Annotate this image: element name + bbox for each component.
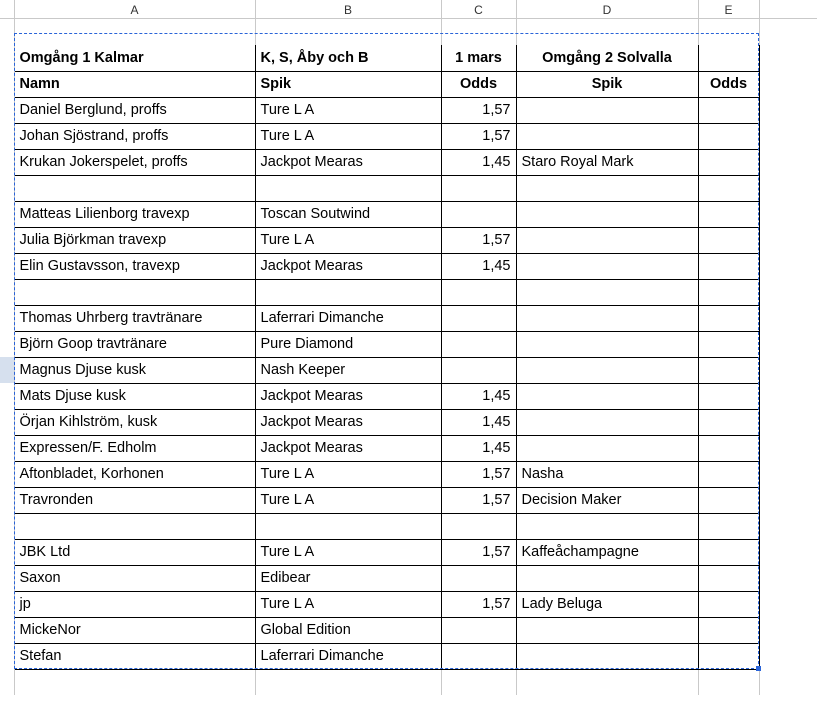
- cell-title-a[interactable]: Omgång 1 Kalmar: [14, 45, 255, 71]
- empty-cell[interactable]: [759, 513, 817, 539]
- cell-namn[interactable]: [14, 175, 255, 201]
- table-row: [0, 539, 817, 565]
- cell-title-c[interactable]: 1 mars: [441, 45, 516, 71]
- row-header[interactable]: [0, 253, 14, 279]
- table-row: [0, 435, 817, 461]
- cell-namn[interactable]: Johan Sjöstrand, proffs: [14, 123, 255, 149]
- cell-spik-2[interactable]: [516, 331, 698, 357]
- row-header[interactable]: [0, 279, 14, 305]
- empty-cell[interactable]: [759, 357, 817, 383]
- cell-namn[interactable]: MickeNor: [14, 617, 255, 643]
- empty-cell[interactable]: [759, 409, 817, 435]
- cell-odds-1[interactable]: 1,45: [441, 435, 516, 461]
- cell-namn[interactable]: Elin Gustavsson, travexp: [14, 253, 255, 279]
- empty-cell[interactable]: [441, 19, 516, 45]
- row-header[interactable]: [0, 539, 14, 565]
- row-header[interactable]: [0, 71, 14, 97]
- cell-namn[interactable]: Stefan: [14, 643, 255, 669]
- empty-cell[interactable]: [698, 669, 759, 695]
- cell-namn[interactable]: Expressen/F. Edholm: [14, 435, 255, 461]
- cell-spik-2[interactable]: Lady Beluga: [516, 591, 698, 617]
- row-header[interactable]: [0, 331, 14, 357]
- table-row: [0, 617, 817, 643]
- cell-spik-1[interactable]: Global Edition: [255, 617, 441, 643]
- cell-spik-1[interactable]: Ture L A: [255, 487, 441, 513]
- cell-odds-2[interactable]: [698, 253, 759, 279]
- cell-spik-2[interactable]: [516, 123, 698, 149]
- cell-odds-1[interactable]: 1,57: [441, 539, 516, 565]
- cell-odds-1[interactable]: [441, 201, 516, 227]
- spacer-row-bottom: [0, 669, 817, 695]
- cell-header-spik-2[interactable]: Spik: [516, 71, 698, 97]
- row-header[interactable]: [0, 201, 14, 227]
- cell-odds-1[interactable]: 1,57: [441, 123, 516, 149]
- empty-cell[interactable]: [759, 175, 817, 201]
- row-header[interactable]: [0, 149, 14, 175]
- cell-namn[interactable]: Örjan Kihlström, kusk: [14, 409, 255, 435]
- cell-spik-1[interactable]: Pure Diamond: [255, 331, 441, 357]
- cell-spik-1[interactable]: Toscan Soutwind: [255, 201, 441, 227]
- empty-cell[interactable]: [255, 669, 441, 695]
- table-row: [0, 487, 817, 513]
- cell-namn[interactable]: Thomas Uhrberg travtränare: [14, 305, 255, 331]
- cell-spik-1[interactable]: Ture L A: [255, 97, 441, 123]
- cell-odds-1[interactable]: [441, 279, 516, 305]
- cell-spik-1[interactable]: Jackpot Mearas: [255, 435, 441, 461]
- cell-title-b[interactable]: K, S, Åby och B: [255, 45, 441, 71]
- cell-spik-2[interactable]: Decision Maker: [516, 487, 698, 513]
- empty-cell[interactable]: [516, 669, 698, 695]
- cell-odds-1[interactable]: [441, 357, 516, 383]
- empty-cell[interactable]: [759, 19, 817, 45]
- cell-spik-2[interactable]: [516, 305, 698, 331]
- row-header[interactable]: [0, 305, 14, 331]
- table-row: [0, 123, 817, 149]
- table-row: [0, 357, 817, 383]
- cell-spik-1[interactable]: Nash Keeper: [255, 357, 441, 383]
- row-header[interactable]: [0, 357, 14, 383]
- cell-odds-1[interactable]: 1,45: [441, 383, 516, 409]
- empty-cell[interactable]: [759, 487, 817, 513]
- cell-odds-1[interactable]: [441, 331, 516, 357]
- cell-odds-2[interactable]: [698, 539, 759, 565]
- row-header-spacer[interactable]: [0, 19, 14, 45]
- cell-odds-2[interactable]: [698, 279, 759, 305]
- cell-title-e[interactable]: [698, 45, 759, 71]
- cell-spik-2[interactable]: [516, 227, 698, 253]
- empty-cell[interactable]: [759, 149, 817, 175]
- row-header[interactable]: [0, 643, 14, 669]
- empty-cell[interactable]: [759, 97, 817, 123]
- cell-namn[interactable]: Magnus Djuse kusk: [14, 357, 255, 383]
- cell-odds-2[interactable]: [698, 201, 759, 227]
- table-row: [0, 565, 817, 591]
- table-header-row: [0, 71, 817, 97]
- row-header[interactable]: [0, 617, 14, 643]
- table-row: [0, 149, 817, 175]
- cell-odds-1[interactable]: 1,45: [441, 409, 516, 435]
- cell-spik-2[interactable]: [516, 513, 698, 539]
- column-header-a[interactable]: A: [14, 0, 255, 19]
- spacer-row-top: [0, 19, 817, 45]
- cell-spik-2[interactable]: [516, 565, 698, 591]
- row-header-spacer[interactable]: [0, 669, 14, 695]
- cell-spik-2[interactable]: [516, 357, 698, 383]
- empty-cell[interactable]: [759, 123, 817, 149]
- empty-cell[interactable]: [759, 279, 817, 305]
- row-header[interactable]: [0, 175, 14, 201]
- empty-cell[interactable]: [255, 19, 441, 45]
- cell-odds-1[interactable]: [441, 305, 516, 331]
- row-header[interactable]: [0, 45, 14, 71]
- cell-namn[interactable]: Julia Björkman travexp: [14, 227, 255, 253]
- row-header[interactable]: [0, 461, 14, 487]
- cell-odds-1[interactable]: 1,57: [441, 461, 516, 487]
- empty-cell[interactable]: [516, 19, 698, 45]
- table-row: [0, 227, 817, 253]
- table-row: [0, 201, 817, 227]
- cell-namn[interactable]: Aftonbladet, Korhonen: [14, 461, 255, 487]
- header-rule: [0, 18, 817, 19]
- row-header[interactable]: [0, 591, 14, 617]
- cell-spik-2[interactable]: Kaffeåchampagne: [516, 539, 698, 565]
- row-header[interactable]: [0, 409, 14, 435]
- cell-spik-1[interactable]: [255, 279, 441, 305]
- cell-spik-2[interactable]: [516, 409, 698, 435]
- table-row: [0, 383, 817, 409]
- empty-cell[interactable]: [759, 461, 817, 487]
- empty-cell[interactable]: [759, 669, 817, 695]
- empty-cell[interactable]: [759, 71, 817, 97]
- cell-odds-2[interactable]: [698, 565, 759, 591]
- cell-spik-1[interactable]: Ture L A: [255, 539, 441, 565]
- empty-cell[interactable]: [759, 227, 817, 253]
- table-row: [0, 643, 817, 669]
- table-row: [0, 97, 817, 123]
- cell-spik-1[interactable]: Ture L A: [255, 123, 441, 149]
- cell-header-odds-1[interactable]: Odds: [441, 71, 516, 97]
- cell-title-d[interactable]: Omgång 2 Solvalla: [516, 45, 698, 71]
- cell-odds-1[interactable]: 1,45: [441, 253, 516, 279]
- table-row: [0, 175, 817, 201]
- cell-odds-1[interactable]: [441, 565, 516, 591]
- cell-spik-1[interactable]: Edibear: [255, 565, 441, 591]
- cell-odds-2[interactable]: [698, 591, 759, 617]
- cell-odds-1[interactable]: [441, 617, 516, 643]
- cell-odds-2[interactable]: [698, 513, 759, 539]
- row-header[interactable]: [0, 97, 14, 123]
- table-title-row: [0, 45, 817, 71]
- cell-odds-1[interactable]: [441, 175, 516, 201]
- cell-spik-1[interactable]: [255, 175, 441, 201]
- cell-spik-2[interactable]: [516, 201, 698, 227]
- cell-spik-1[interactable]: Jackpot Mearas: [255, 409, 441, 435]
- empty-cell[interactable]: [759, 45, 817, 71]
- cell-spik-2[interactable]: Staro Royal Mark: [516, 149, 698, 175]
- empty-cell[interactable]: [759, 539, 817, 565]
- table-row: [0, 513, 817, 539]
- cell-namn[interactable]: Mats Djuse kusk: [14, 383, 255, 409]
- cell-spik-2[interactable]: [516, 97, 698, 123]
- cell-spik-1[interactable]: Laferrari Dimanche: [255, 643, 441, 669]
- cell-odds-2[interactable]: [698, 97, 759, 123]
- cell-odds-1[interactable]: [441, 513, 516, 539]
- cell-namn[interactable]: [14, 513, 255, 539]
- cell-odds-2[interactable]: [698, 175, 759, 201]
- row-header[interactable]: [0, 123, 14, 149]
- cell-spik-1[interactable]: Jackpot Mearas: [255, 149, 441, 175]
- empty-cell[interactable]: [441, 669, 516, 695]
- empty-cell[interactable]: [759, 617, 817, 643]
- cell-namn[interactable]: Matteas Lilienborg travexp: [14, 201, 255, 227]
- cell-spik-1[interactable]: Ture L A: [255, 461, 441, 487]
- empty-cell[interactable]: [698, 19, 759, 45]
- cell-spik-2[interactable]: [516, 279, 698, 305]
- cell-odds-1[interactable]: [441, 643, 516, 669]
- empty-cell[interactable]: [759, 253, 817, 279]
- row-header[interactable]: [0, 383, 14, 409]
- cell-odds-1[interactable]: 1,57: [441, 227, 516, 253]
- cell-spik-2[interactable]: [516, 253, 698, 279]
- empty-cell[interactable]: [759, 591, 817, 617]
- cell-odds-2[interactable]: [698, 227, 759, 253]
- row-header[interactable]: [0, 435, 14, 461]
- cell-spik-2[interactable]: [516, 383, 698, 409]
- empty-cell[interactable]: [759, 435, 817, 461]
- cell-header-odds-2[interactable]: Odds: [698, 71, 759, 97]
- row-header[interactable]: [0, 565, 14, 591]
- cell-odds-2[interactable]: [698, 149, 759, 175]
- cell-odds-2[interactable]: [698, 617, 759, 643]
- cell-spik-2[interactable]: [516, 175, 698, 201]
- cell-namn[interactable]: [14, 279, 255, 305]
- column-header-d[interactable]: D: [516, 0, 698, 19]
- cell-odds-1[interactable]: 1,57: [441, 487, 516, 513]
- empty-cell[interactable]: [759, 565, 817, 591]
- empty-cell[interactable]: [14, 669, 255, 695]
- cell-header-spik-1[interactable]: Spik: [255, 71, 441, 97]
- empty-cell[interactable]: [759, 331, 817, 357]
- cell-spik-2[interactable]: [516, 643, 698, 669]
- cell-namn[interactable]: Saxon: [14, 565, 255, 591]
- column-header-f[interactable]: [759, 0, 817, 19]
- empty-cell[interactable]: [759, 201, 817, 227]
- cell-spik-2[interactable]: Nasha: [516, 461, 698, 487]
- cell-odds-2[interactable]: [698, 487, 759, 513]
- cell-spik-2[interactable]: [516, 435, 698, 461]
- table-row: [0, 591, 817, 617]
- cell-header-namn[interactable]: Namn: [14, 71, 255, 97]
- cell-odds-2[interactable]: [698, 435, 759, 461]
- column-header-e[interactable]: E: [698, 0, 759, 19]
- cell-spik-1[interactable]: [255, 513, 441, 539]
- cell-odds-2[interactable]: [698, 643, 759, 669]
- column-header-c[interactable]: C: [441, 0, 516, 19]
- cell-spik-1[interactable]: Laferrari Dimanche: [255, 305, 441, 331]
- cell-spik-1[interactable]: Jackpot Mearas: [255, 383, 441, 409]
- cell-odds-1[interactable]: 1,45: [441, 149, 516, 175]
- column-header-row: [0, 0, 817, 19]
- empty-cell[interactable]: [759, 383, 817, 409]
- table-row: [0, 279, 817, 305]
- cell-namn[interactable]: jp: [14, 591, 255, 617]
- table-row: [0, 409, 817, 435]
- cell-spik-1[interactable]: Ture L A: [255, 227, 441, 253]
- cell-odds-2[interactable]: [698, 461, 759, 487]
- table-row: [0, 331, 817, 357]
- cell-namn[interactable]: Travronden: [14, 487, 255, 513]
- table-row: [0, 253, 817, 279]
- cell-odds-2[interactable]: [698, 305, 759, 331]
- cell-odds-2[interactable]: [698, 123, 759, 149]
- cell-spik-1[interactable]: Jackpot Mearas: [255, 253, 441, 279]
- table-row: [0, 305, 817, 331]
- row-header[interactable]: [0, 513, 14, 539]
- cell-odds-2[interactable]: [698, 357, 759, 383]
- cell-namn[interactable]: JBK Ltd: [14, 539, 255, 565]
- cell-odds-1[interactable]: 1,57: [441, 97, 516, 123]
- cell-namn[interactable]: Daniel Berglund, proffs: [14, 97, 255, 123]
- empty-cell[interactable]: [14, 19, 255, 45]
- cell-odds-2[interactable]: [698, 383, 759, 409]
- select-all-corner[interactable]: [0, 0, 14, 19]
- empty-cell[interactable]: [759, 305, 817, 331]
- cell-namn[interactable]: Krukan Jokerspelet, proffs: [14, 149, 255, 175]
- empty-cell[interactable]: [759, 643, 817, 669]
- cell-odds-2[interactable]: [698, 331, 759, 357]
- row-header[interactable]: [0, 487, 14, 513]
- cell-spik-1[interactable]: Ture L A: [255, 591, 441, 617]
- cell-odds-1[interactable]: 1,57: [441, 591, 516, 617]
- cell-namn[interactable]: Björn Goop travtränare: [14, 331, 255, 357]
- cell-spik-2[interactable]: [516, 617, 698, 643]
- column-header-b[interactable]: B: [255, 0, 441, 19]
- table-row: [0, 461, 817, 487]
- row-header[interactable]: [0, 227, 14, 253]
- cell-odds-2[interactable]: [698, 409, 759, 435]
